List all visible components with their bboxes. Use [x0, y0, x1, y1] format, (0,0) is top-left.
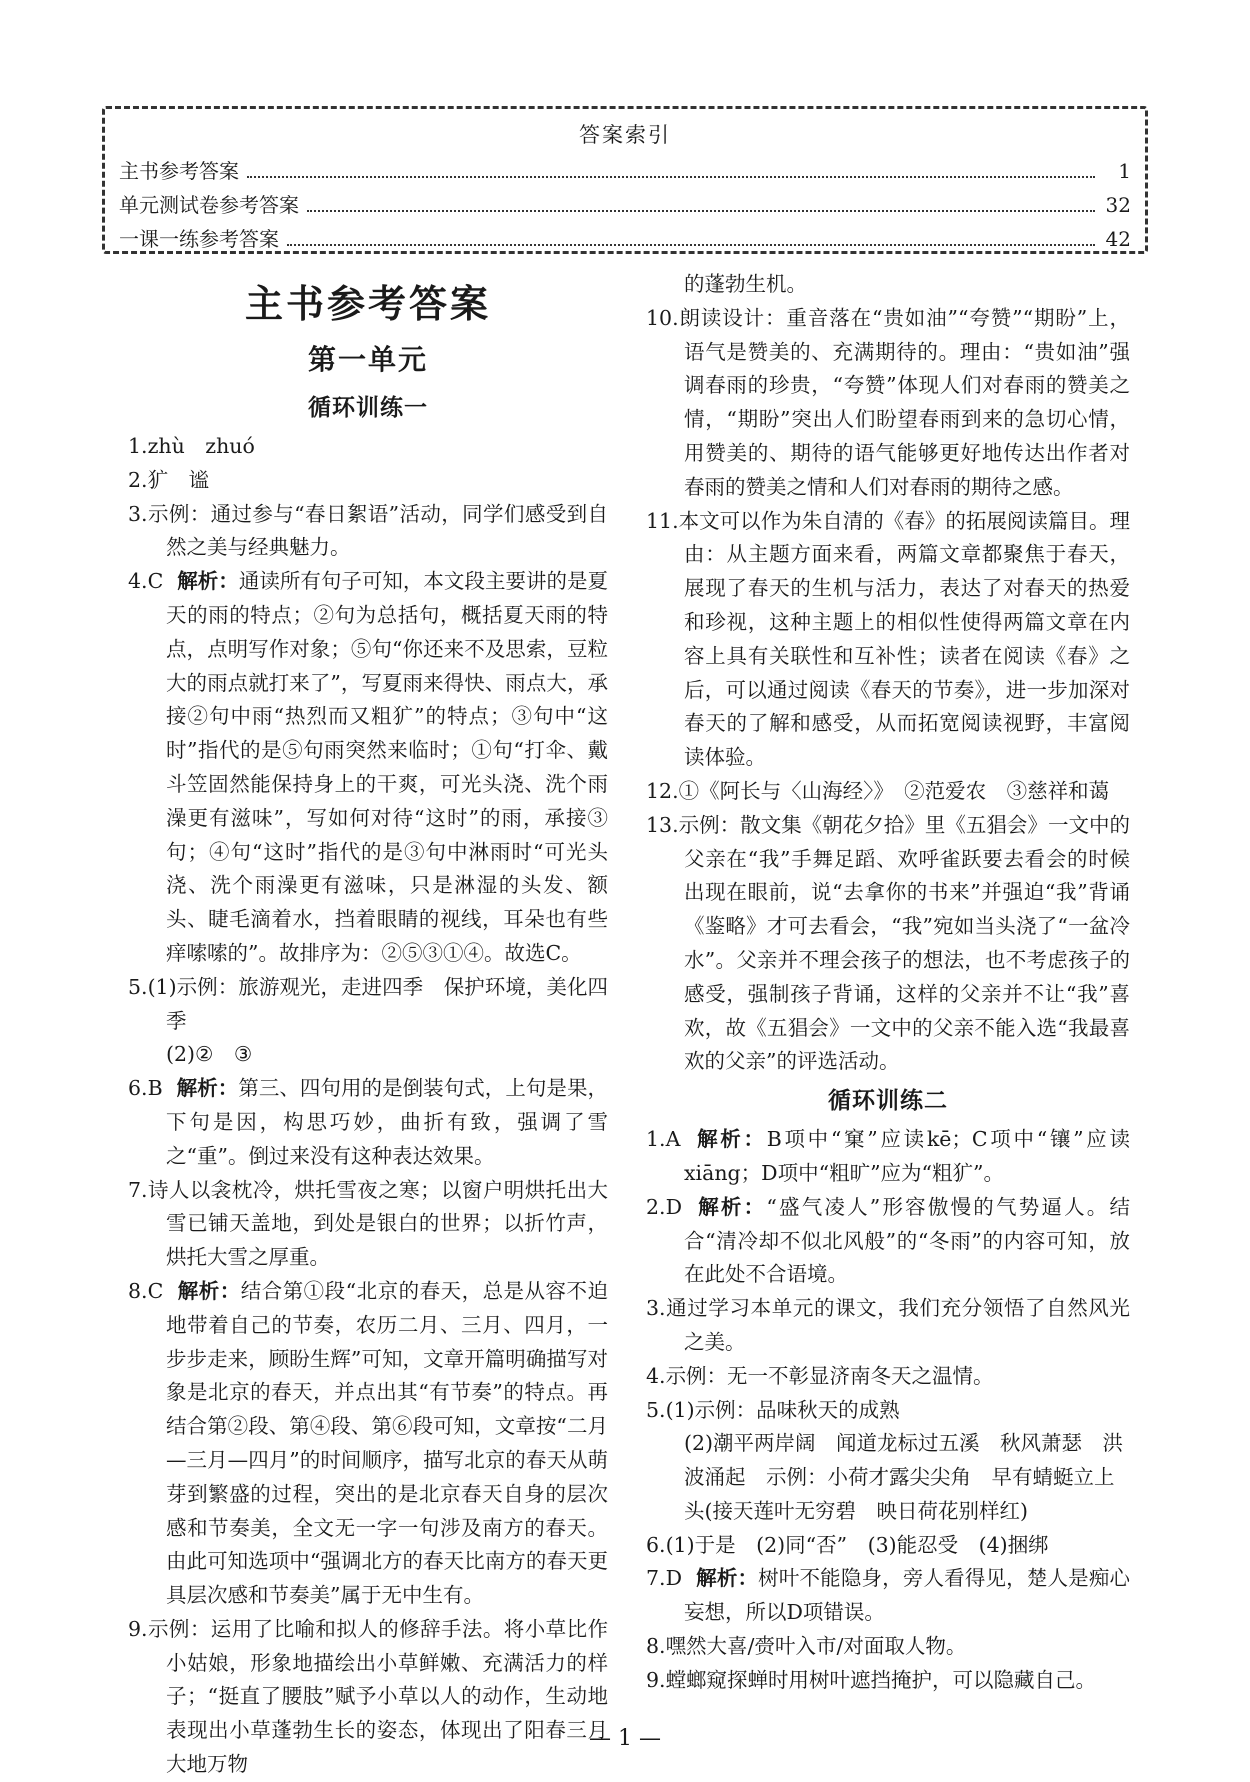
answer-item: 3.通过学习本单元的课文，我们充分领悟了自然风光之美。 — [646, 1296, 1130, 1354]
answer-item: 10.朗读设计：重音落在“贵如油”“夸赞”“期盼”上，语气是赞美的、充满期待的。理由：“贵如油”强调春雨的珍贵，“夸赞”体现人们对春雨的赞美之情，“期盼”突出人们盼望春雨到来的急切心情，用赞美的、期待的语气能够更好地传达出作者对春雨的赞美之情和人们对春雨的期待之感。 — [646, 305, 1130, 499]
unit-title: 第一单元 — [307, 343, 428, 376]
answer-item: 2.犷 谧 — [128, 467, 210, 492]
answer-item: 7.诗人以衾枕冷，烘托雪夜之寒；以窗户明烘托出大雪已铺天盖地，到处是银白的世界；以折竹声，烘托大雪之厚重。 — [128, 1177, 608, 1270]
answer-item: 6.(1)于是 (2)同“否” (3)能忍受 (4)捆绑 — [646, 1532, 1049, 1557]
answer-item: 1.zhù zhuó — [128, 434, 255, 458]
index-label: 一课一练参考答案 — [119, 227, 279, 251]
answer-item: 2.D 解析：“盛气凌人”形容傲慢的气势逼人。结合“清冷却不似北风般”的“冬雨”的内容可知，放在此处不合语境。 — [646, 1194, 1130, 1287]
right-column — [646, 268, 1130, 1698]
answer-item: 3.示例：通过参与“春日絮语”活动，同学们感受到自然之美与经典魅力。 — [128, 501, 608, 560]
answer-item: 5.(1)示例：旅游观光，走进四季 保护环境，美化四季 — [128, 974, 608, 1033]
dot-leader — [287, 244, 1095, 246]
main-title: 主书参考答案 — [244, 282, 491, 326]
answer-item: 8.嘿然大喜/赍叶入市/对面取人物。 — [646, 1634, 967, 1659]
section-title: 循环训练一 — [308, 395, 428, 421]
answer-item: 1.A 解析：B项中“窠”应读kē；C项中“镶”应读xiāng；D项中“粗旷”应为“粗犷”。 — [646, 1127, 1130, 1185]
index-row-lesson-practice[interactable] — [119, 223, 1131, 251]
answer-item: 7.D 解析：树叶不能隐身，旁人看得见，楚人是痴心妄想，所以D项错误。 — [646, 1566, 1131, 1625]
dot-leader — [247, 176, 1095, 178]
answer-item: 13.示例：散文集《朝花夕拾》里《五猖会》一文中的父亲在“我”手舞足蹈、欢呼雀跃要去看会的时候出现在眼前，说“去拿你的书来”并强迫“我”背诵《鉴略》才可去看会，“我”宛如当头浇了“一盆冷水”。父亲并不理会孩子的想法，也不考虑孩子的感受，强制孩子背诵，这样的父亲并不让“我”喜欢，故《五猖会》一文中的父亲不能入选“我最喜欢的父亲”的评选活动。 — [646, 812, 1130, 1074]
dot-leader — [307, 210, 1095, 212]
index-label: 主书参考答案 — [119, 159, 239, 183]
answer-item: 9.示例：运用了比喻和拟人的修辞手法。将小草比作小姑娘，形象地描绘出小草鲜嫩、充满活力的样子；“挺直了腰肢”赋予小草以人的动作，生动地表现出小草蓬勃生长的姿态，体现出了阳春三月大地万物 — [128, 1616, 608, 1777]
answer-index-box — [102, 106, 1148, 254]
section-title: 循环训练二 — [828, 1088, 948, 1115]
answer-item-continuation: 的蓬勃生机。 — [684, 272, 807, 296]
answer-item: 5.(1)示例：品味秋天的成熟 — [646, 1397, 900, 1422]
left-column — [128, 268, 608, 1782]
page-number: — 1 — — [589, 1726, 661, 1751]
answer-item: 6.B 解析：第三、四句用的是倒装句式，上句是果，下句是因，构思巧妙，曲折有致，强调了雪之“重”。倒过来没有这种表达效果。 — [128, 1076, 609, 1168]
index-row-unit-test[interactable] — [119, 189, 1131, 217]
answer-item: 4.C 解析：通读所有句子可知，本文段主要讲的是夏天的雨的特点；②句为总括句，概括夏天雨的特点，点明写作对象；⑤句“你还来不及思索，豆粒大的雨点就打来了”，写夏雨来得快、雨点大，承接②句中雨“热烈而又粗犷”的特点；③句中“这时”指代的是⑤句雨突然来临时；①句“打伞、戴斗笠固然能保持身上的干爽，可光头浇、洗个雨澡更有滋味”，写如何对待“这时”的雨，承接③句；④句“这时”指代的是③句中淋雨时“可光头浇、洗个雨澡更有滋味，只是淋湿的头发、额头、睫毛滴着水，挡着眼睛的视线，耳朵也有些痒嗦嗦的”。故排序为：②⑤③①④。故选C。 — [128, 569, 609, 965]
answer-item-continuation: (2)② ③ — [166, 1042, 253, 1067]
answer-item-continuation: (2)潮平两岸阔 闻道龙标过五溪 秋风萧瑟 洪波涌起 示例：小荷才露尖尖角 早有蜻蜓立上头(接天莲叶无穷碧 映日荷花别样红) — [684, 1431, 1124, 1523]
answer-item: 11.本文可以作为朱自清的《春》的拓展阅读篇目。理由：从主题方面来看，两篇文章都聚焦于春天，展现了春天的生机与活力，表达了对春天的热爱和珍视，这种主题上的相似性使得两篇文章在内容上具有关联性和互补性；读者在阅读《春》之后，可以通过阅读《春天的节奏》，进一步加深对春天的了解和感受，从而拓宽阅读视野，丰富阅读体验。 — [646, 508, 1130, 770]
index-label: 单元测试卷参考答案 — [119, 193, 299, 217]
index-row-main-book[interactable] — [119, 155, 1131, 183]
answer-item: 8.C 解析：结合第①段“北京的春天，总是从容不迫地带着自己的节奏，农历二月、三月、四月，一步步走来，顾盼生辉”可知，文章开篇明确描写对象是北京的春天，并点出其“有节奏”的特点。再结合第②段、第④段、第⑥段可知，文章按“二月—三月—四月”的时间顺序，描写北京的春天从萌芽到繁盛的过程，突出的是北京春天自身的层次感和节奏美，全文无一字一句涉及南方的春天。由此可知选项中“强调北方的春天比南方的春天更具层次感和节奏美”属于无中生有。 — [128, 1278, 609, 1608]
answer-item: 9.螳螂窥探蝉时用树叶遮挡掩护，可以隐藏自己。 — [646, 1667, 1097, 1692]
index-page: 1 — [1118, 159, 1131, 183]
index-page: 42 — [1105, 227, 1131, 251]
answer-item: 4.示例：无一不彰显济南冬天之温情。 — [646, 1363, 994, 1388]
index-page: 32 — [1105, 193, 1131, 217]
index-title: 答案索引 — [579, 123, 671, 147]
answer-item: 12.①《阿长与〈山海经〉》 ②范爱农 ③慈祥和蔼 — [646, 778, 1110, 803]
